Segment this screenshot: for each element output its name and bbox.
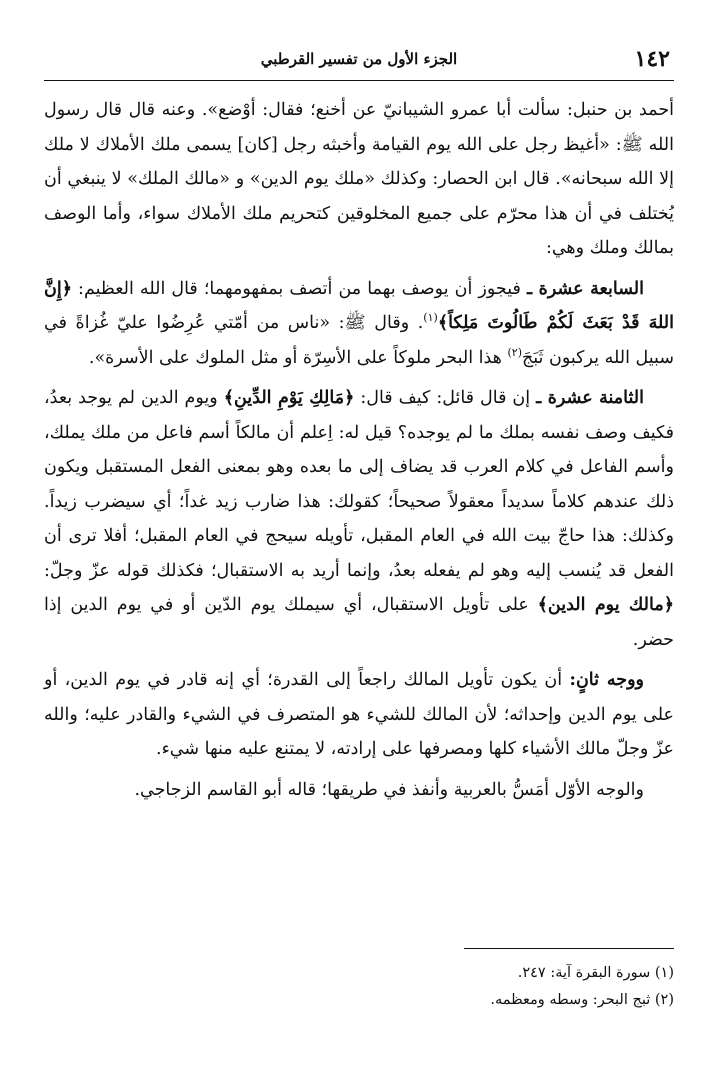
footnotes-divider [464, 948, 674, 949]
page-header [44, 40, 674, 81]
footnote-ref-2[interactable]: (٢) [507, 345, 522, 359]
paragraph-text: على تأويل الاستقبال، أي سيملك يوم الدّين أو في يوم الدين إذا حضر. [44, 595, 674, 650]
footnote-ref-1[interactable]: (١) [423, 311, 438, 325]
quran-verse: ﴿مَالِكِ يَوْمِ الدِّينِ﴾ [223, 388, 355, 408]
paragraph-text: إن قال قائل: كيف قال: [354, 388, 537, 408]
paragraph-conclusion [44, 773, 674, 808]
paragraph-text: فيجوز أن يوصف بهما من أتصف بمفهومهما؛ قال الله العظيم: [71, 278, 527, 299]
paragraph-intro-text: أحمد بن حنبل: سألت أبا عمرو الشيبانيّ عن أخنع؛ فقال: أوْضع». وعنه قال قال رسول الله ﷺ: «أغيظ رجل على الله يوم القيامة وأخبثه رجل [كان] يسمى ملك الأملاك لا ملك إلا الله سبحانه». قال ابن الحصار: وكذلك «ملك يوم الدين» و «مالك الملك» لا ينبغي أن يُختلف في أن هذا محرّم على جميع المخلوقين كتحريم ملك الأملاك سواء، وأما الوصف بمالك وملك وهي: [44, 100, 674, 258]
paragraph-text: . وقال ﷺ: «ناس من أمّتي عُرِضُوا عليّ غُزاةً في سبيل الله يركبون ثَبَجَ [44, 313, 674, 368]
section-heading-seventeenth: السابعة عشرة ـ [526, 278, 645, 299]
paragraph-text: هذا البحر ملوكاً على الأسِرّة أو مثل الملوك على الأسرة». [88, 347, 508, 368]
footnote-2: (٢) ثبج البحر: وسطه ومعظمه. [490, 992, 674, 1008]
book-page [44, 40, 674, 1070]
running-title: الجزء الأول من تفسير القرطبي [260, 50, 458, 68]
footnotes [44, 960, 674, 1014]
paragraph-intro [44, 93, 674, 266]
section-heading-second-aspect: ووجه ثانٍ: [569, 670, 644, 690]
paragraph-conclusion-text: والوجه الأوّل أمَسُّ بالعربية وأنفذ في طريقها؛ قاله أبو القاسم الزجاجي. [134, 779, 644, 800]
footnote-1: (١) سورة البقرة آية: ٢٤٧. [517, 965, 674, 981]
paragraph-eighteenth [44, 381, 674, 657]
paragraph-text: ويوم الدين لم يوجد بعدُ، فكيف وصف نفسه بملك ما لم يوجده؟ قيل له: اِعلم أن مالكاً أسم فاعل من ملك يملك، وأسم الفاعل في كلام العرب قد يضاف إلى ما بعده وهو بمعنى الفعل المستقبل ويكون ذلك عندهم كلاماً سديداً معقولاً صحيحاً؛ كقولك: هذا ضارب زيد غداً؛ أي سيضرب زيداً. وكذلك: هذا حاجّ بيت الله في العام المقبل، تأويله سيحج في العام المقبل؛ أفلا ترى أن الفعل قد يُنسب إليه وهو لم يفعله بعدُ، وإنما أريد به الاستقبال؛ فكذلك قوله عزّ وجلّ: [44, 388, 674, 581]
paragraph-seventeenth [44, 272, 674, 376]
quran-verse: ﴿مالك يوم الدين﴾ [537, 595, 674, 615]
paragraph-second-aspect [44, 663, 674, 767]
page-number: ١٤٢ [634, 46, 670, 72]
quran-verse: ﴿إِنَّ اللهَ قَدْ بَعَثَ لَكُمْ طَالُوتَ مَلِكاً﴾ [44, 278, 674, 333]
paragraph-text: أن يكون تأويل المالك راجعاً إلى القدرة؛ أي إنه قادر في يوم الدين، أو على يوم الدين وإحداثه؛ لأن المالك للشيء هو المتصرف في الشيء والقادر عليه؛ والله عزّ وجلّ مالك الأشياء كلها ومصرفها على إرادته، لا يمتنع عليه منها شيء. [44, 670, 674, 759]
section-heading-eighteenth: الثامنة عشرة ـ [536, 388, 644, 408]
page-body [44, 93, 674, 807]
